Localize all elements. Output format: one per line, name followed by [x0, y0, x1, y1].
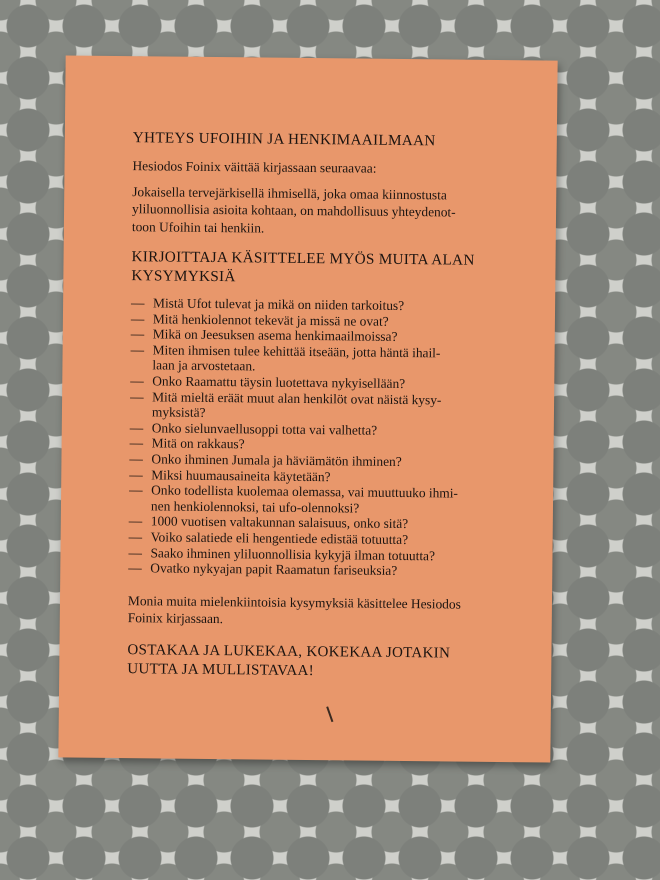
question-dash: —	[129, 419, 144, 436]
question-text: Miksi huumausaineita käytetään?	[151, 466, 331, 484]
outro-paragraph	[128, 592, 528, 631]
question-dash: —	[130, 326, 145, 342]
question-text: Onko ihminen Jumala ja häviämätön ihminen?	[151, 451, 402, 469]
question-text: Mistä Ufot tulevat ja mikä on niiden tarkoitus?	[153, 295, 405, 314]
question-text: Miten ihmisen tulee kehittää itseään, jotta häntä ihail-	[152, 342, 441, 361]
question-dash: —	[128, 529, 143, 545]
claim-line: Jokaisella tervejärkisellä ihmisellä, joka omaa kiinnostusta	[132, 183, 447, 202]
pen-mark	[326, 706, 333, 722]
question-text: Mitä henkiolennot tekevät ja missä ne ovat?	[152, 310, 389, 329]
question-dash: —	[128, 544, 142, 560]
question-text: Mitä on rakkaus?	[151, 435, 245, 452]
question-text: Onko sielunvaellusoppi totta vai valhetta?	[151, 420, 378, 438]
question-item	[130, 389, 530, 424]
subtitle	[131, 247, 531, 289]
question-text: Voiko salatiede eli hengentiede edistää totuutta?	[150, 529, 409, 547]
closing-line: UUTTA JA MULLISTAVAA!	[127, 660, 315, 679]
outro-line: Monia muita mielenkiintoisia kysymyksiä käsittelee Hesiodos	[127, 592, 461, 612]
intro-line: Hesiodos Foinix väittää kirjassaan seuraavaa:	[132, 158, 377, 176]
cover-title: YHTEYS UFOIHIN JA HENKIMAAILMAAN	[132, 129, 436, 150]
question-dash: —	[130, 373, 144, 389]
claim-line: toon Ufoihin tai henkiin.	[131, 218, 265, 236]
question-text: Onko Raamattu täysin luotettava nykyisellään?	[152, 373, 406, 391]
question-item	[129, 482, 529, 517]
question-item	[130, 342, 530, 377]
question-text: Mikä on Jeesuksen asema henkimaailmoissa?	[152, 326, 398, 345]
question-dash: —	[129, 451, 143, 467]
cover-text-block	[127, 128, 533, 698]
question-list	[128, 295, 531, 580]
question-dash: —	[130, 341, 145, 358]
question-text: Onko todellista kuolemaa olemassa, vai muuttuuko ihmi-	[151, 482, 459, 501]
claim-paragraph	[132, 183, 533, 240]
question-text: Ovatko nykyajan papit Raamatun fariseuksia?	[150, 560, 398, 579]
question-dash: —	[128, 560, 142, 576]
question-item	[128, 560, 528, 580]
question-dash: —	[130, 310, 145, 326]
claim-line: yliluonnollisia asioita kohtaan, on mahdollisuus yhteydenot-	[132, 201, 456, 220]
outro-line: Foinix kirjassaan.	[127, 610, 224, 627]
question-text: 1000 vuotisen valtakunnan salaisuus, onko sitä?	[150, 513, 409, 532]
question-dash: —	[131, 295, 145, 311]
question-text: nen henkiolennoksi, tai ufo-olennoksi?	[150, 498, 360, 516]
subtitle-line: KIRJOITTAJA KÄSITTELEE MYÖS MUITA ALAN	[131, 248, 475, 269]
question-dash: —	[129, 435, 144, 451]
question-text: Mitä mieltä eräät muut alan henkilöt ovat näistä kysy-	[152, 388, 442, 407]
book-back-cover	[58, 55, 557, 762]
question-dash: —	[128, 513, 143, 529]
question-dash: —	[129, 482, 143, 498]
question-text: laan ja arvostetaan.	[152, 357, 256, 374]
question-dash: —	[129, 466, 143, 482]
question-dash: —	[130, 388, 144, 404]
closing-line: OSTAKAA JA LUKEKAA, KOKEKAA JOTAKIN	[127, 641, 451, 662]
question-text: myksistä?	[151, 404, 206, 421]
closing-slogan	[127, 641, 527, 683]
question-text: Saako ihminen yliluonnollisia kykyjä ilman totuutta?	[150, 544, 436, 563]
subtitle-line: KYSYMYKSIÄ	[131, 267, 236, 286]
